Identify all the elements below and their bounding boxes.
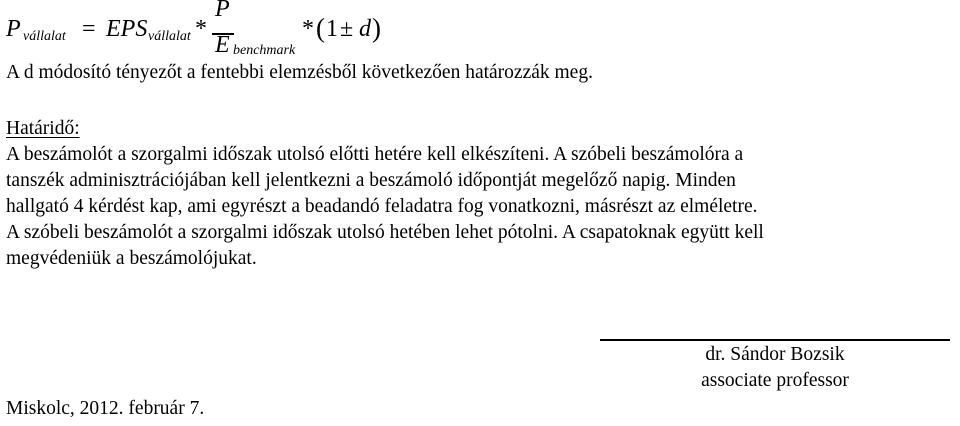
- formula-paren-close: ): [372, 13, 381, 43]
- place-and-date: Miskolc, 2012. február 7.: [6, 398, 205, 419]
- paragraph-line-5: megvédeniük a beszámolójukat.: [6, 248, 257, 269]
- formula-p: P: [6, 16, 21, 42]
- formula-fraction-numerator: P: [215, 0, 230, 22]
- formula-equals: =: [82, 16, 96, 42]
- paragraph-line-4: A szóbeli beszámolót a szorgalmi időszak utolsó hetében lehet pótolni. A csapatoknak együtt kell: [6, 222, 764, 243]
- formula-denominator-subscript: benchmark: [233, 43, 296, 58]
- formula-plus-minus: ±: [340, 16, 354, 42]
- formula-d: d: [359, 16, 371, 42]
- paragraph-line-1: A beszámolót a szorgalmi időszak utolsó előtti hetére kell elkészíteni. A szóbeli beszámolóra a: [6, 144, 744, 165]
- formula-one: 1: [326, 16, 338, 42]
- signatory-title: associate professor: [701, 370, 849, 391]
- paragraph-line-3: hallgató 4 kérdést kap, ami egyrészt a beadandó feladatra fog vonatkozni, másrészt az elméletre.: [6, 196, 758, 217]
- formula-eps: EPS: [106, 16, 148, 42]
- valuation-formula: [6, 0, 426, 62]
- formula-fraction-denominator: E: [215, 32, 230, 58]
- deadline-heading: Határidő:: [6, 118, 80, 139]
- formula-multiply-2: *: [302, 16, 314, 42]
- formula-p-subscript: vállalat: [23, 29, 66, 44]
- formula-multiply-1: *: [195, 16, 207, 42]
- formula-paren-open: (: [316, 13, 325, 43]
- signatory-name: dr. Sándor Bozsik: [705, 344, 845, 365]
- formula-eps-subscript: vállalat: [148, 29, 191, 44]
- signature-line: [600, 339, 950, 341]
- intro-sentence: A d módosító tényezőt a fentebbi elemzésből következően határozzák meg.: [6, 62, 593, 83]
- paragraph-line-2: tanszék adminisztrációjában kell jelentkezni a beszámoló időpontját megelőző napig. Minden: [6, 170, 736, 191]
